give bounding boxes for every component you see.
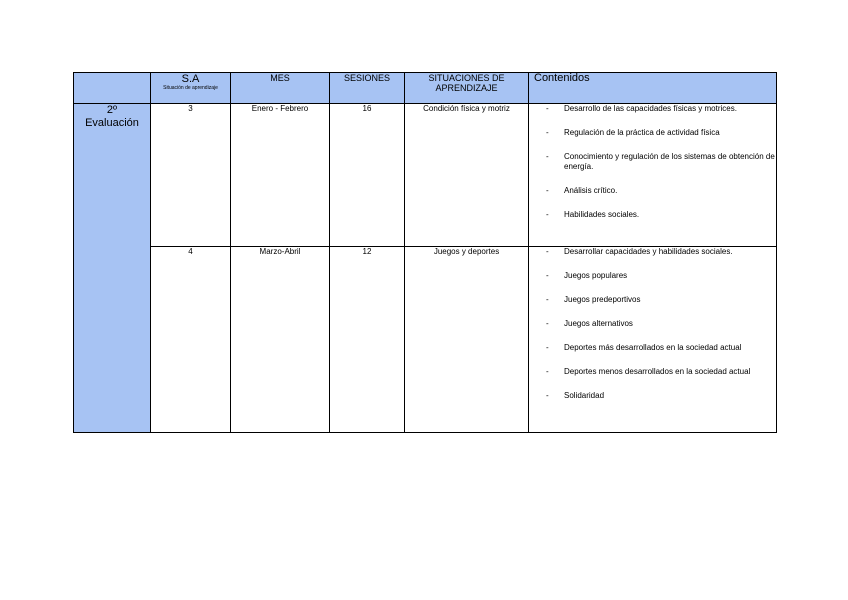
list-item [529, 319, 776, 329]
table-row [74, 104, 777, 247]
bullet-dash: - [546, 128, 549, 137]
list-item [529, 391, 776, 401]
list-item [529, 271, 776, 281]
sa-value: 4 [188, 247, 193, 256]
header-empty-cell [74, 73, 151, 104]
list-item-text: Deportes más desarrollados en la sociedad actual [564, 343, 742, 352]
evaluation-plan-table [73, 72, 777, 433]
mes-cell [231, 104, 330, 247]
header-sesiones: SESIONES [330, 73, 405, 104]
header-sa-label: S.A [181, 73, 200, 85]
situacion-cell [405, 247, 529, 433]
contenidos-list [529, 104, 776, 220]
situacion-value: Juegos y deportes [433, 247, 500, 256]
list-item-text: Habilidades sociales. [564, 210, 640, 219]
list-item-text: Conocimiento y regulación de los sistemas de obtención de energía. [564, 152, 775, 171]
list-item-text: Juegos alternativos [564, 319, 633, 328]
mes-cell [231, 247, 330, 433]
list-item-text: Solidaridad [564, 391, 605, 400]
bullet-dash: - [546, 343, 549, 352]
header-contenidos: Contenidos [529, 73, 777, 104]
sa-value: 3 [188, 104, 193, 113]
list-item-text: Juegos predeportivos [564, 295, 641, 304]
list-item-text: Análisis crítico. [564, 186, 618, 195]
sa-cell [151, 247, 231, 433]
list-item [529, 152, 776, 172]
list-item [529, 186, 776, 196]
list-item [529, 343, 776, 353]
list-item-text: Desarrollo de las capacidades físicas y motrices. [564, 104, 737, 113]
list-item [529, 128, 776, 138]
bullet-dash: - [546, 247, 549, 256]
bullet-dash: - [546, 152, 549, 161]
bullet-dash: - [546, 271, 549, 280]
header-situaciones: SITUACIONES DE APRENDIZAJE [405, 73, 529, 104]
situacion-value: Condición física y motriz [423, 104, 510, 113]
bullet-dash: - [546, 186, 549, 195]
bullet-dash: - [546, 391, 549, 400]
list-item [529, 367, 776, 377]
contenidos-cell [529, 104, 777, 247]
list-item [529, 295, 776, 305]
header-sa-sublabel: Situación de aprendizaje [163, 85, 218, 91]
sa-cell [151, 104, 231, 247]
list-item-text: Desarrollar capacidades y habilidades sociales. [564, 247, 733, 256]
bullet-dash: - [546, 210, 549, 219]
sesiones-cell [330, 247, 405, 433]
bullet-dash: - [546, 104, 549, 113]
list-item [529, 247, 776, 257]
contenidos-cell [529, 247, 777, 433]
sesiones-value: 12 [362, 247, 372, 256]
header-row [74, 73, 777, 104]
contenidos-list [529, 247, 776, 401]
list-item-text: Deportes menos desarrollados en la sociedad actual [564, 367, 751, 376]
bullet-dash: - [546, 367, 549, 376]
header-mes: MES [231, 73, 330, 104]
mes-value: Marzo-Abril [259, 247, 301, 256]
header-sa [151, 73, 231, 104]
bullet-dash: - [546, 319, 549, 328]
sesiones-cell [330, 104, 405, 247]
bullet-dash: - [546, 295, 549, 304]
mes-value: Enero - Febrero [251, 104, 309, 113]
situacion-cell [405, 104, 529, 247]
evaluation-cell [74, 104, 151, 433]
list-item-text: Regulación de la práctica de actividad física [564, 128, 720, 137]
evaluation-label: Evaluación [85, 117, 139, 129]
evaluation-number: 2º [106, 104, 118, 116]
list-item-text: Juegos populares [564, 271, 628, 280]
table-row [74, 247, 777, 433]
list-item [529, 210, 776, 220]
list-item [529, 104, 776, 114]
sesiones-value: 16 [362, 104, 372, 113]
